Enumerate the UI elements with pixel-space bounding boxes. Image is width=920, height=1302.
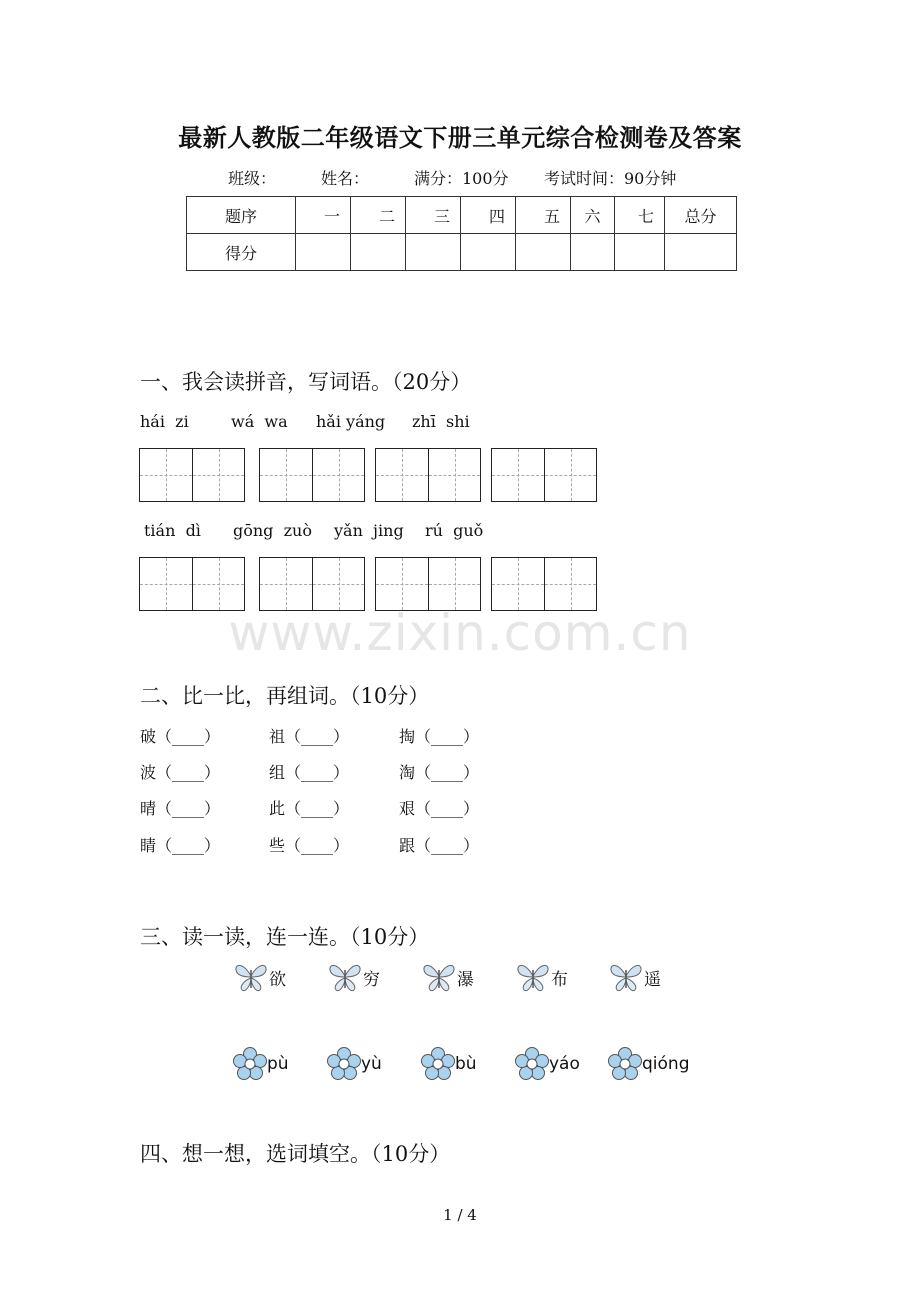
score-input-cell[interactable]	[571, 234, 615, 271]
pinyin-option: yù	[361, 1054, 382, 1074]
compare-item: 组（____）	[269, 763, 350, 782]
score-cell: 一	[296, 197, 351, 234]
grid-cell[interactable]	[192, 449, 244, 501]
score-table	[186, 196, 737, 271]
section-heading: 二、比一比，再组词。（10分）	[140, 684, 430, 708]
section-heading: 三、读一读，连一连。（10分）	[140, 925, 430, 949]
butterfly-item[interactable]	[421, 960, 474, 994]
butterfly-item[interactable]	[515, 960, 568, 994]
pinyin-label: wá wa	[231, 412, 288, 431]
score-table-score-row	[187, 234, 737, 271]
flower-icon	[327, 1047, 361, 1081]
butterfly-item[interactable]	[327, 960, 380, 994]
grid-cell[interactable]	[428, 449, 480, 501]
grid-cell[interactable]	[544, 558, 596, 610]
butterfly-icon	[608, 960, 644, 994]
writing-grid[interactable]	[259, 448, 365, 502]
writing-grid[interactable]	[139, 557, 245, 611]
grid-cell[interactable]	[376, 449, 428, 501]
character-label: 遥	[644, 969, 661, 990]
score-input-cell[interactable]	[296, 234, 351, 271]
writing-grid[interactable]	[259, 557, 365, 611]
exam-time-label: 考试时间：90分钟	[544, 169, 677, 188]
score-input-cell[interactable]	[516, 234, 571, 271]
score-input-cell[interactable]	[665, 234, 737, 271]
grid-cell[interactable]	[192, 558, 244, 610]
compare-item: 波（____）	[140, 763, 221, 782]
pinyin-option: pù	[267, 1054, 289, 1074]
score-cell: 四	[461, 197, 516, 234]
compare-item: 跟（____）	[399, 836, 480, 855]
score-cell: 得分	[187, 234, 296, 271]
pinyin-label: gōng zuò	[233, 521, 312, 540]
section-heading: 一、我会读拼音，写词语。（20分）	[140, 370, 472, 394]
compare-item: 晴（____）	[140, 799, 221, 818]
document-title: 最新人教版二年级语文下册三单元综合检测卷及答案	[178, 123, 742, 152]
compare-item: 淘（____）	[399, 763, 480, 782]
score-cell: 题序	[187, 197, 296, 234]
butterfly-item[interactable]	[608, 960, 661, 994]
score-cell: 三	[406, 197, 461, 234]
compare-item: 此（____）	[269, 799, 350, 818]
pinyin-option: qióng	[642, 1054, 690, 1074]
pinyin-label: zhī shi	[412, 412, 470, 431]
butterfly-icon	[327, 960, 363, 994]
butterfly-icon	[421, 960, 457, 994]
pinyin-option: yáo	[549, 1054, 580, 1074]
score-cell: 二	[351, 197, 406, 234]
pinyin-label: hái zi	[140, 412, 189, 431]
flower-icon	[515, 1047, 549, 1081]
grid-cell[interactable]	[312, 449, 364, 501]
watermark: www.zixin.com.cn	[228, 604, 692, 662]
grid-cell[interactable]	[492, 449, 544, 501]
grid-cell[interactable]	[260, 558, 312, 610]
writing-grid[interactable]	[491, 557, 597, 611]
grid-cell[interactable]	[312, 558, 364, 610]
writing-grid[interactable]	[375, 448, 481, 502]
flower-icon	[233, 1047, 267, 1081]
butterfly-icon	[515, 960, 551, 994]
grid-cell[interactable]	[544, 449, 596, 501]
full-score-label: 满分：100分	[414, 169, 509, 188]
flower-item[interactable]	[608, 1047, 689, 1081]
compare-item: 些（____）	[269, 836, 350, 855]
compare-item: 掏（____）	[399, 727, 480, 746]
flower-item[interactable]	[515, 1047, 580, 1081]
name-label: 姓名：	[321, 169, 370, 188]
score-input-cell[interactable]	[461, 234, 516, 271]
flower-item[interactable]	[327, 1047, 382, 1081]
grid-cell[interactable]	[376, 558, 428, 610]
flower-item[interactable]	[421, 1047, 477, 1081]
score-input-cell[interactable]	[615, 234, 665, 271]
pinyin-label: yǎn jing	[334, 521, 404, 540]
score-cell: 六	[571, 197, 615, 234]
pinyin-label: rú guǒ	[425, 521, 484, 540]
grid-cell[interactable]	[140, 558, 192, 610]
pinyin-label: tián dì	[144, 521, 201, 540]
score-input-cell[interactable]	[406, 234, 461, 271]
writing-grid[interactable]	[139, 448, 245, 502]
score-cell: 五	[516, 197, 571, 234]
section-heading: 四、想一想，选词填空。（10分）	[140, 1142, 451, 1166]
flower-item[interactable]	[233, 1047, 289, 1081]
grid-cell[interactable]	[492, 558, 544, 610]
butterfly-item[interactable]	[233, 960, 286, 994]
score-input-cell[interactable]	[351, 234, 406, 271]
score-cell: 七	[615, 197, 665, 234]
character-label: 瀑	[457, 969, 474, 990]
pinyin-option: bù	[455, 1054, 477, 1074]
score-cell: 总分	[665, 197, 737, 234]
character-label: 布	[551, 969, 568, 990]
writing-grid[interactable]	[375, 557, 481, 611]
grid-cell[interactable]	[260, 449, 312, 501]
compare-item: 艰（____）	[399, 799, 480, 818]
character-label: 穷	[363, 969, 380, 990]
class-label: 班级：	[228, 169, 277, 188]
flower-icon	[421, 1047, 455, 1081]
compare-item: 祖（____）	[269, 727, 350, 746]
compare-item: 睛（____）	[140, 836, 221, 855]
flower-icon	[608, 1047, 642, 1081]
page-number: 1 / 4	[443, 1206, 477, 1224]
grid-cell[interactable]	[140, 449, 192, 501]
compare-item: 破（____）	[140, 727, 221, 746]
pinyin-label: hǎi yáng	[316, 412, 386, 431]
score-table-header-row	[187, 197, 737, 234]
grid-cell[interactable]	[428, 558, 480, 610]
butterfly-icon	[233, 960, 269, 994]
writing-grid[interactable]	[491, 448, 597, 502]
character-label: 欲	[269, 969, 286, 990]
